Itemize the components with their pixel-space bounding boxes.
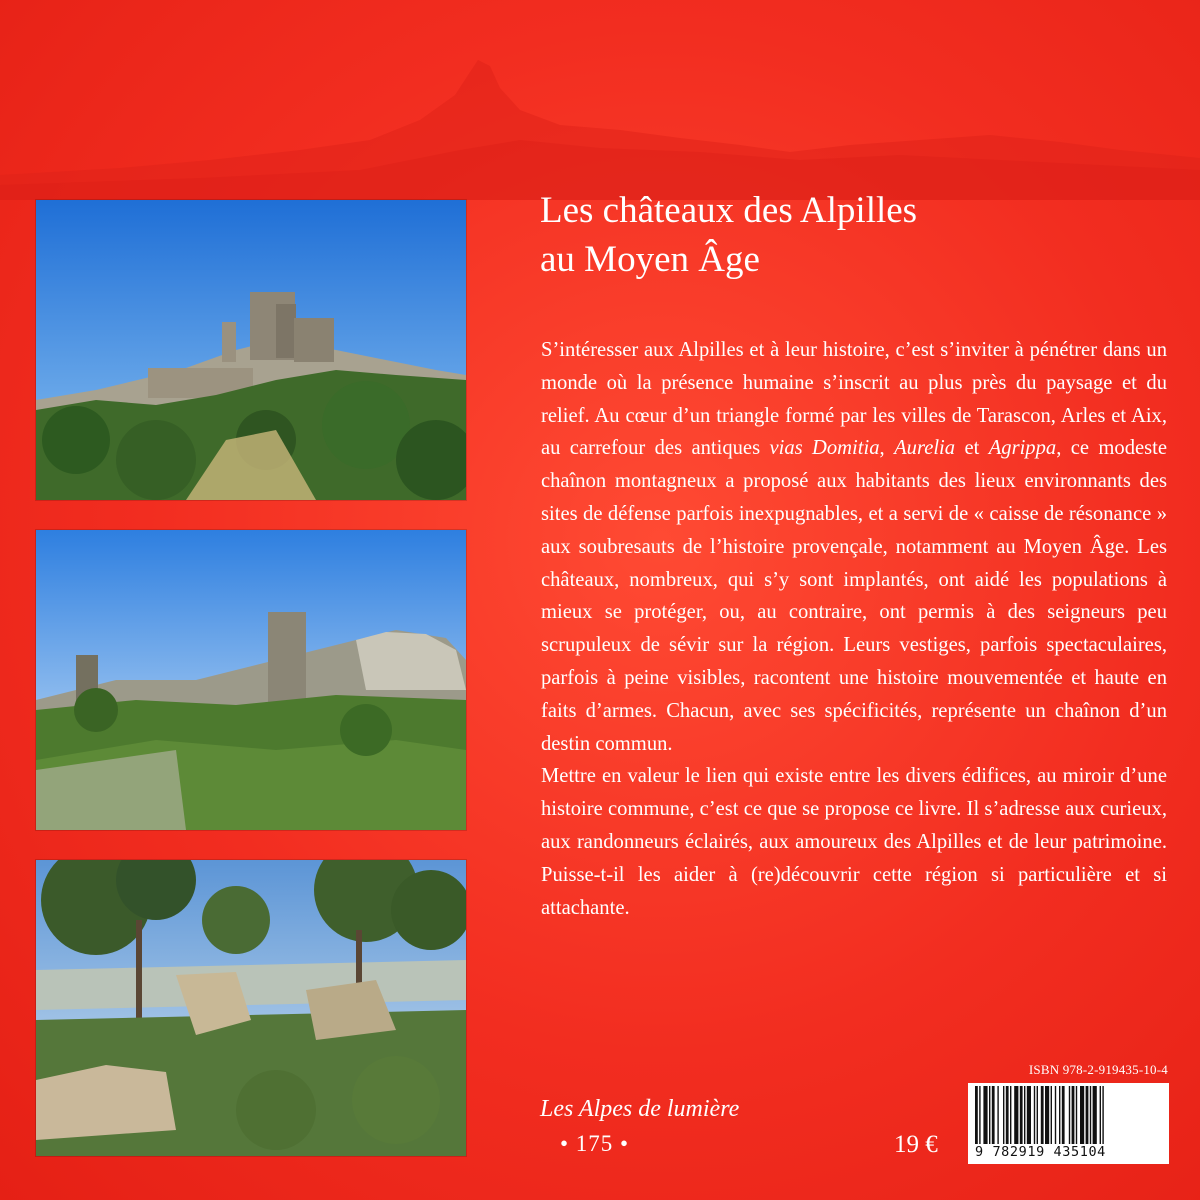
- blurb-text: S’intéresser aux Alpilles et à leur histoire, c’est s’inviter à pénétrer dans un monde où la présence humaine s’inscrit au plus près du paysage et du relief. Au cœur d’un triangle formé par les villes de Tarascon, Arles et Aix, au carrefour des antiques: [541, 339, 1167, 460]
- blurb-paragraph-2: Mettre en valeur le lien qui existe entre les divers édifices, au miroir d’une histoire commune, c’est ce que se propose ce livre. Il s’adresse aux curieux, aux randonneurs éclairés, aux amoureux des Alpilles et de leur patrimoine. Puisse-t-il les aider à (re)découvrir cette région si particulière et si attachante.: [541, 765, 1167, 919]
- book-blurb: [541, 334, 1167, 924]
- mountain-silhouette: [0, 0, 1200, 200]
- photo-stone-tower: [36, 530, 466, 830]
- blurb-italic-aurelia: Aurelia: [894, 437, 956, 460]
- barcode: [968, 1083, 1169, 1164]
- blurb-text: et: [955, 437, 989, 460]
- title-line-1: Les châteaux des Alpilles: [540, 190, 918, 231]
- photo-pines-landscape: [36, 860, 466, 1156]
- series-name: Les Alpes de lumière: [540, 1096, 740, 1122]
- title-line-2: au Moyen Âge: [540, 239, 760, 280]
- book-title: [540, 186, 1160, 284]
- barcode-digits: 9 782919 435104: [975, 1144, 1106, 1160]
- blurb-text: ,: [879, 437, 895, 460]
- series-number: • 175 •: [560, 1131, 630, 1156]
- blurb-paragraph-1: [541, 334, 1167, 760]
- price: 19 €: [894, 1131, 938, 1158]
- barcode-bars: [973, 1086, 1164, 1144]
- isbn-label: ISBN 978-2-919435-10-4: [1028, 1062, 1168, 1077]
- blurb-italic-agrippa: Agrippa: [988, 437, 1057, 460]
- blurb-text: , ce modeste chaînon montagneux a proposé aux habitants des lieux environnants des sites de défense parfois inexpugnables, et a servi de « caisse de résonance » aux soubresauts de l’histoire provençale, notamment au Moyen Âge. Les châteaux, nombreux, qui s’y sont implantés, ont aidé les populations à mieux se protéger, ou, au contraire, ont permis à des seigneurs peu scrupuleux de sévir sur la région. Leurs vestiges, parfois spectaculaires, parfois à peine visibles, racontent une histoire mouvementée et haute en faits d’armes. Chacun, avec ses spécificités, représente un chaînon d’un destin commun.: [541, 437, 1168, 755]
- blurb-italic-vias: vias Domitia: [769, 437, 880, 460]
- photo-castle-ruins: [36, 200, 466, 500]
